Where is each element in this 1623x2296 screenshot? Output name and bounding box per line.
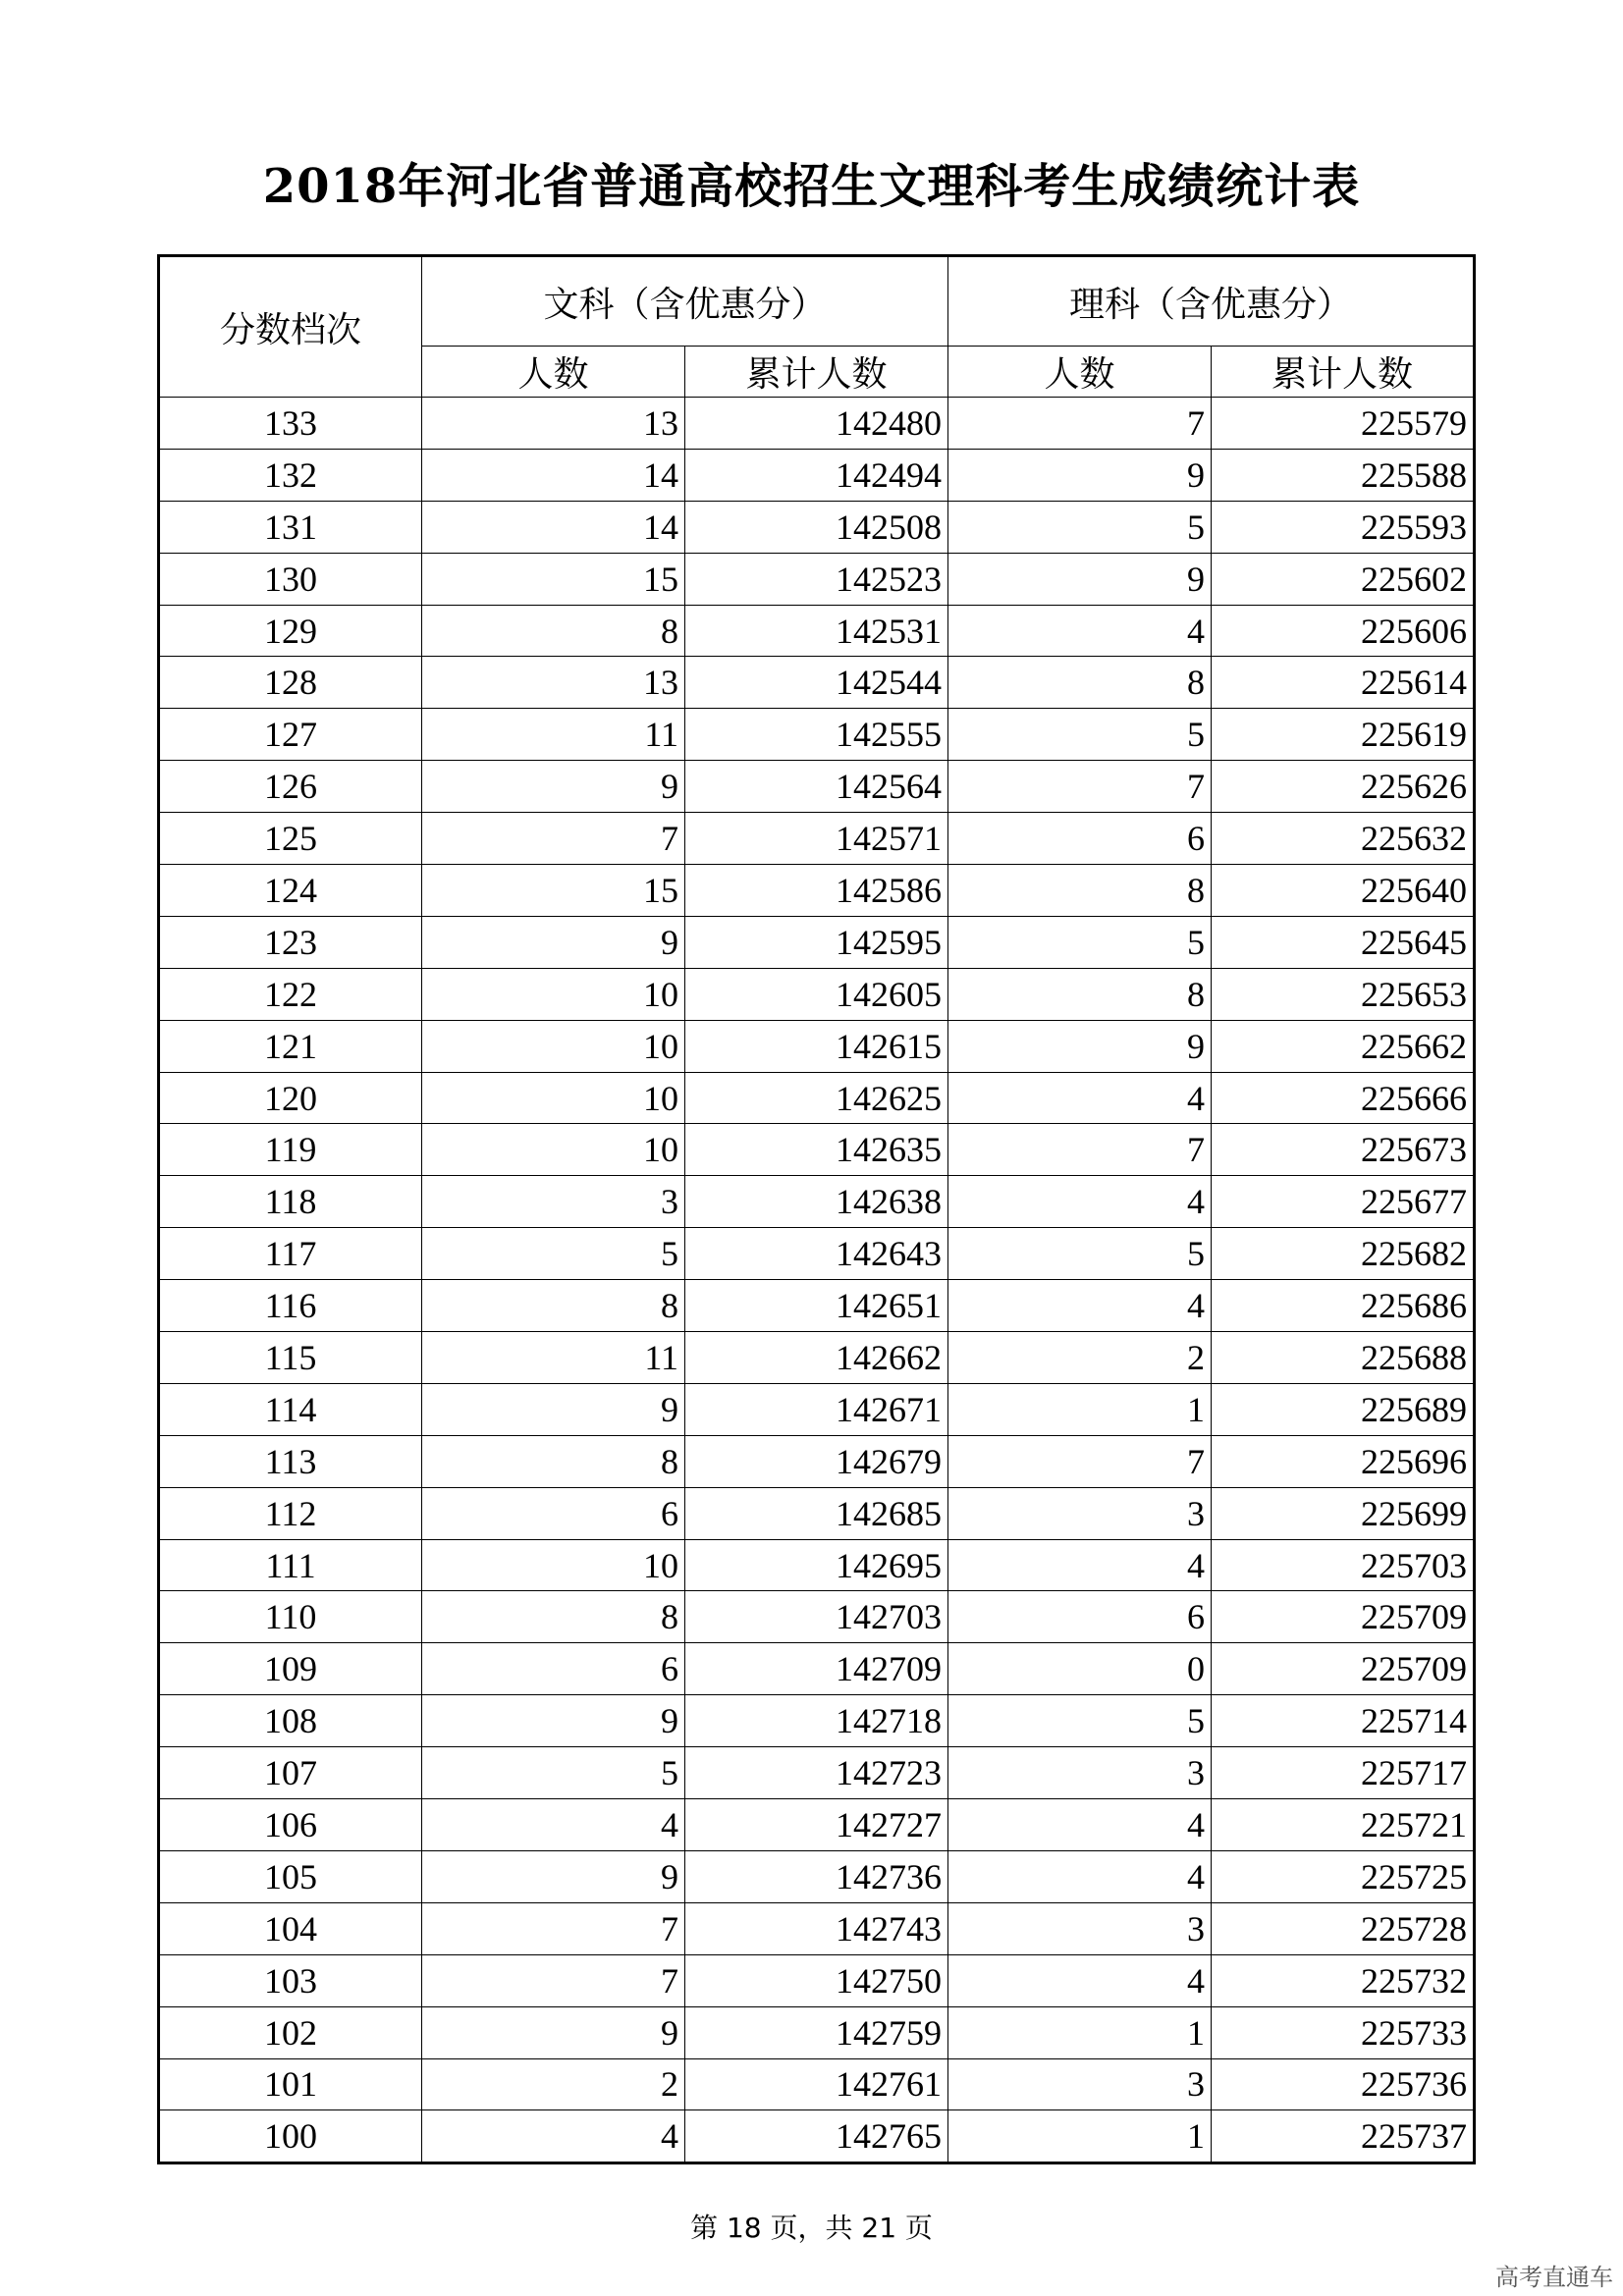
wenke-cumulative-cell: 142761 xyxy=(685,2058,948,2110)
like-count-cell: 4 xyxy=(948,1176,1212,1228)
wenke-count-cell: 7 xyxy=(422,813,685,865)
score-cell: 103 xyxy=(159,1954,422,2006)
wenke-count-cell: 10 xyxy=(422,968,685,1020)
like-cumulative-cell: 225699 xyxy=(1212,1487,1475,1539)
wenke-count-cell: 3 xyxy=(422,1176,685,1228)
table-row xyxy=(159,1072,1475,1124)
wenke-cumulative-cell: 142508 xyxy=(685,501,948,553)
table-row xyxy=(159,553,1475,605)
wenke-count-cell: 15 xyxy=(422,553,685,605)
score-cell: 121 xyxy=(159,1020,422,1072)
like-cumulative-cell: 225696 xyxy=(1212,1435,1475,1487)
wenke-cumulative-cell: 142564 xyxy=(685,761,948,813)
like-count-cell: 9 xyxy=(948,553,1212,605)
like-cumulative-cell: 225632 xyxy=(1212,813,1475,865)
wenke-count-cell: 2 xyxy=(422,2058,685,2110)
wenke-cumulative-cell: 142750 xyxy=(685,1954,948,2006)
like-cumulative-cell: 225737 xyxy=(1212,2110,1475,2163)
table-row xyxy=(159,968,1475,1020)
wenke-cumulative-cell: 142743 xyxy=(685,1902,948,1954)
table-row xyxy=(159,1695,1475,1747)
wenke-count-cell: 9 xyxy=(422,1850,685,1902)
wenke-cumulative-cell: 142605 xyxy=(685,968,948,1020)
wenke-cumulative-cell: 142494 xyxy=(685,449,948,501)
like-cumulative-cell: 225714 xyxy=(1212,1695,1475,1747)
like-count-cell: 3 xyxy=(948,2058,1212,2110)
wenke-cumulative-cell: 142695 xyxy=(685,1539,948,1591)
like-count-cell: 7 xyxy=(948,761,1212,813)
wenke-cumulative-cell: 142595 xyxy=(685,916,948,968)
like-count-cell: 1 xyxy=(948,2006,1212,2058)
score-cell: 111 xyxy=(159,1539,422,1591)
like-cumulative-cell: 225689 xyxy=(1212,1383,1475,1435)
like-count-cell: 9 xyxy=(948,449,1212,501)
table-row xyxy=(159,2006,1475,2058)
score-cell: 117 xyxy=(159,1228,422,1280)
wenke-cumulative-cell: 142679 xyxy=(685,1435,948,1487)
score-cell: 115 xyxy=(159,1332,422,1384)
score-cell: 131 xyxy=(159,501,422,553)
wenke-count-cell: 15 xyxy=(422,865,685,917)
header-wenke: 文科（含优惠分） xyxy=(422,256,948,347)
header-wenke-count: 人数 xyxy=(422,347,685,398)
like-cumulative-cell: 225688 xyxy=(1212,1332,1475,1384)
header-like: 理科（含优惠分） xyxy=(948,256,1475,347)
table-row xyxy=(159,2110,1475,2163)
like-count-cell: 2 xyxy=(948,1332,1212,1384)
score-cell: 106 xyxy=(159,1799,422,1851)
header-like-count: 人数 xyxy=(948,347,1212,398)
wenke-cumulative-cell: 142718 xyxy=(685,1695,948,1747)
score-cell: 127 xyxy=(159,709,422,761)
wenke-cumulative-cell: 142671 xyxy=(685,1383,948,1435)
wenke-cumulative-cell: 142723 xyxy=(685,1747,948,1799)
wenke-cumulative-cell: 142643 xyxy=(685,1228,948,1280)
table-row xyxy=(159,865,1475,917)
wenke-cumulative-cell: 142586 xyxy=(685,865,948,917)
score-cell: 128 xyxy=(159,657,422,709)
score-cell: 125 xyxy=(159,813,422,865)
header-wenke-cumulative: 累计人数 xyxy=(685,347,948,398)
table-row xyxy=(159,1850,1475,1902)
score-table xyxy=(157,254,1476,2164)
like-count-cell: 4 xyxy=(948,1954,1212,2006)
like-count-cell: 7 xyxy=(948,398,1212,450)
table-row xyxy=(159,657,1475,709)
wenke-cumulative-cell: 142685 xyxy=(685,1487,948,1539)
like-count-cell: 4 xyxy=(948,1072,1212,1124)
wenke-cumulative-cell: 142727 xyxy=(685,1799,948,1851)
score-cell: 118 xyxy=(159,1176,422,1228)
like-cumulative-cell: 225626 xyxy=(1212,761,1475,813)
like-count-cell: 1 xyxy=(948,1383,1212,1435)
wenke-count-cell: 6 xyxy=(422,1487,685,1539)
score-cell: 120 xyxy=(159,1072,422,1124)
score-cell: 100 xyxy=(159,2110,422,2163)
page-footer: 第 18 页，共 21 页 xyxy=(690,2212,933,2244)
table-row xyxy=(159,1902,1475,1954)
table-row xyxy=(159,501,1475,553)
wenke-count-cell: 10 xyxy=(422,1539,685,1591)
wenke-count-cell: 9 xyxy=(422,916,685,968)
wenke-count-cell: 11 xyxy=(422,709,685,761)
wenke-count-cell: 13 xyxy=(422,398,685,450)
wenke-cumulative-cell: 142544 xyxy=(685,657,948,709)
like-cumulative-cell: 225732 xyxy=(1212,1954,1475,2006)
wenke-cumulative-cell: 142651 xyxy=(685,1280,948,1332)
like-count-cell: 4 xyxy=(948,1850,1212,1902)
wenke-cumulative-cell: 142571 xyxy=(685,813,948,865)
wenke-count-cell: 10 xyxy=(422,1072,685,1124)
table-row xyxy=(159,1124,1475,1176)
table-row xyxy=(159,813,1475,865)
wenke-count-cell: 5 xyxy=(422,1747,685,1799)
like-count-cell: 5 xyxy=(948,709,1212,761)
like-cumulative-cell: 225686 xyxy=(1212,1280,1475,1332)
table-row xyxy=(159,1643,1475,1695)
wenke-count-cell: 4 xyxy=(422,1799,685,1851)
wenke-count-cell: 11 xyxy=(422,1332,685,1384)
score-cell: 114 xyxy=(159,1383,422,1435)
like-count-cell: 0 xyxy=(948,1643,1212,1695)
like-count-cell: 4 xyxy=(948,1280,1212,1332)
like-count-cell: 8 xyxy=(948,968,1212,1020)
score-cell: 101 xyxy=(159,2058,422,2110)
like-count-cell: 3 xyxy=(948,1747,1212,1799)
like-cumulative-cell: 225653 xyxy=(1212,968,1475,1020)
like-cumulative-cell: 225725 xyxy=(1212,1850,1475,1902)
like-cumulative-cell: 225709 xyxy=(1212,1591,1475,1643)
like-count-cell: 5 xyxy=(948,501,1212,553)
table-row xyxy=(159,1383,1475,1435)
like-count-cell: 8 xyxy=(948,865,1212,917)
like-cumulative-cell: 225593 xyxy=(1212,501,1475,553)
like-cumulative-cell: 225666 xyxy=(1212,1072,1475,1124)
wenke-count-cell: 10 xyxy=(422,1020,685,1072)
wenke-count-cell: 8 xyxy=(422,1280,685,1332)
wenke-count-cell: 9 xyxy=(422,761,685,813)
wenke-cumulative-cell: 142531 xyxy=(685,605,948,657)
table-row xyxy=(159,1332,1475,1384)
table-row xyxy=(159,1747,1475,1799)
like-cumulative-cell: 225736 xyxy=(1212,2058,1475,2110)
wenke-count-cell: 10 xyxy=(422,1124,685,1176)
score-cell: 112 xyxy=(159,1487,422,1539)
table-row xyxy=(159,2058,1475,2110)
table-row xyxy=(159,761,1475,813)
like-cumulative-cell: 225703 xyxy=(1212,1539,1475,1591)
wenke-cumulative-cell: 142523 xyxy=(685,553,948,605)
like-count-cell: 3 xyxy=(948,1487,1212,1539)
wenke-cumulative-cell: 142709 xyxy=(685,1643,948,1695)
watermark: 高考直通车 xyxy=(1495,2264,1613,2291)
like-count-cell: 7 xyxy=(948,1124,1212,1176)
like-count-cell: 5 xyxy=(948,916,1212,968)
wenke-count-cell: 7 xyxy=(422,1902,685,1954)
wenke-cumulative-cell: 142759 xyxy=(685,2006,948,2058)
wenke-count-cell: 9 xyxy=(422,2006,685,2058)
wenke-cumulative-cell: 142638 xyxy=(685,1176,948,1228)
wenke-count-cell: 14 xyxy=(422,501,685,553)
wenke-cumulative-cell: 142662 xyxy=(685,1332,948,1384)
score-cell: 108 xyxy=(159,1695,422,1747)
wenke-count-cell: 9 xyxy=(422,1695,685,1747)
score-cell: 123 xyxy=(159,916,422,968)
wenke-count-cell: 5 xyxy=(422,1228,685,1280)
like-count-cell: 5 xyxy=(948,1695,1212,1747)
like-cumulative-cell: 225682 xyxy=(1212,1228,1475,1280)
like-cumulative-cell: 225677 xyxy=(1212,1176,1475,1228)
score-cell: 116 xyxy=(159,1280,422,1332)
score-cell: 124 xyxy=(159,865,422,917)
like-count-cell: 8 xyxy=(948,657,1212,709)
like-cumulative-cell: 225614 xyxy=(1212,657,1475,709)
score-cell: 119 xyxy=(159,1124,422,1176)
table-row xyxy=(159,1176,1475,1228)
wenke-count-cell: 13 xyxy=(422,657,685,709)
like-cumulative-cell: 225619 xyxy=(1212,709,1475,761)
header-like-cumulative: 累计人数 xyxy=(1212,347,1475,398)
wenke-cumulative-cell: 142703 xyxy=(685,1591,948,1643)
table-row xyxy=(159,1954,1475,2006)
wenke-count-cell: 6 xyxy=(422,1643,685,1695)
score-cell: 109 xyxy=(159,1643,422,1695)
score-cell: 110 xyxy=(159,1591,422,1643)
like-cumulative-cell: 225717 xyxy=(1212,1747,1475,1799)
like-count-cell: 6 xyxy=(948,813,1212,865)
like-count-cell: 7 xyxy=(948,1435,1212,1487)
wenke-count-cell: 8 xyxy=(422,1435,685,1487)
like-cumulative-cell: 225640 xyxy=(1212,865,1475,917)
wenke-count-cell: 14 xyxy=(422,449,685,501)
like-cumulative-cell: 225709 xyxy=(1212,1643,1475,1695)
wenke-cumulative-cell: 142736 xyxy=(685,1850,948,1902)
score-cell: 126 xyxy=(159,761,422,813)
score-cell: 102 xyxy=(159,2006,422,2058)
wenke-cumulative-cell: 142635 xyxy=(685,1124,948,1176)
like-count-cell: 4 xyxy=(948,1539,1212,1591)
score-cell: 129 xyxy=(159,605,422,657)
table-row xyxy=(159,1020,1475,1072)
like-cumulative-cell: 225579 xyxy=(1212,398,1475,450)
table-row xyxy=(159,709,1475,761)
wenke-cumulative-cell: 142765 xyxy=(685,2110,948,2163)
table-row xyxy=(159,449,1475,501)
like-count-cell: 1 xyxy=(948,2110,1212,2163)
like-cumulative-cell: 225733 xyxy=(1212,2006,1475,2058)
score-cell: 113 xyxy=(159,1435,422,1487)
score-cell: 104 xyxy=(159,1902,422,1954)
table-body xyxy=(159,398,1475,2163)
like-cumulative-cell: 225728 xyxy=(1212,1902,1475,1954)
header-score: 分数档次 xyxy=(159,256,422,398)
like-count-cell: 4 xyxy=(948,605,1212,657)
like-cumulative-cell: 225588 xyxy=(1212,449,1475,501)
table-row xyxy=(159,1591,1475,1643)
wenke-count-cell: 9 xyxy=(422,1383,685,1435)
table-row xyxy=(159,1435,1475,1487)
table-row xyxy=(159,1799,1475,1851)
wenke-cumulative-cell: 142615 xyxy=(685,1020,948,1072)
wenke-cumulative-cell: 142480 xyxy=(685,398,948,450)
table-row xyxy=(159,1487,1475,1539)
table-row xyxy=(159,916,1475,968)
score-cell: 122 xyxy=(159,968,422,1020)
wenke-cumulative-cell: 142625 xyxy=(685,1072,948,1124)
score-cell: 107 xyxy=(159,1747,422,1799)
page-title: 2018年河北省普通高校招生文理科考生成绩统计表 xyxy=(262,159,1361,214)
like-count-cell: 5 xyxy=(948,1228,1212,1280)
like-count-cell: 6 xyxy=(948,1591,1212,1643)
like-cumulative-cell: 225673 xyxy=(1212,1124,1475,1176)
score-cell: 132 xyxy=(159,449,422,501)
like-cumulative-cell: 225662 xyxy=(1212,1020,1475,1072)
table-row xyxy=(159,398,1475,450)
like-count-cell: 9 xyxy=(948,1020,1212,1072)
wenke-cumulative-cell: 142555 xyxy=(685,709,948,761)
score-cell: 130 xyxy=(159,553,422,605)
like-cumulative-cell: 225645 xyxy=(1212,916,1475,968)
wenke-count-cell: 8 xyxy=(422,1591,685,1643)
score-cell: 133 xyxy=(159,398,422,450)
wenke-count-cell: 4 xyxy=(422,2110,685,2163)
wenke-count-cell: 8 xyxy=(422,605,685,657)
like-cumulative-cell: 225606 xyxy=(1212,605,1475,657)
table-row xyxy=(159,1539,1475,1591)
like-count-cell: 3 xyxy=(948,1902,1212,1954)
wenke-count-cell: 7 xyxy=(422,1954,685,2006)
like-cumulative-cell: 225721 xyxy=(1212,1799,1475,1851)
like-count-cell: 4 xyxy=(948,1799,1212,1851)
table-row xyxy=(159,1228,1475,1280)
table-row xyxy=(159,605,1475,657)
like-cumulative-cell: 225602 xyxy=(1212,553,1475,605)
score-cell: 105 xyxy=(159,1850,422,1902)
table-row xyxy=(159,1280,1475,1332)
